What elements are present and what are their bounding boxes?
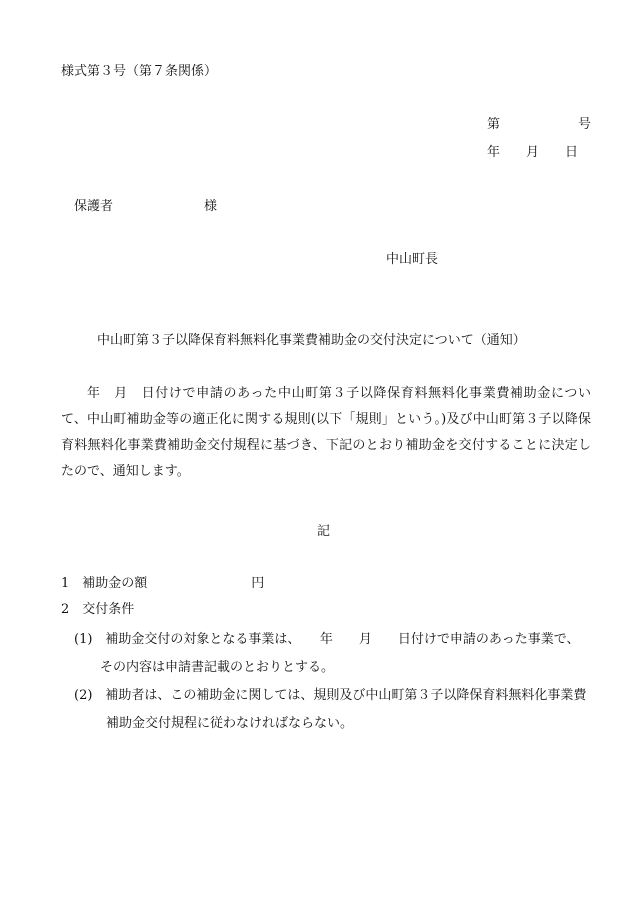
condition-2: (2) 補助者は、この補助金に関しては、規則及び中山町第３子以降保育料無料化事業費補助金交付規程に従わなければならない。 <box>74 688 587 731</box>
item-2-conditions-heading: 2 交付条件 <box>61 602 135 617</box>
condition-1: (1) 補助金交付の対象となる事業は、 年 月 日付けで申請のあった事業で、その内容は申請書記載のとおりとする。 <box>74 632 580 675</box>
issue-date: 年 月 日 <box>487 145 579 160</box>
body-paragraph: 年 月 日付けで申請のあった中山町第３子以降保育料無料化事業費補助金について、中山町補助金等の適正化に関する規則(以下「規則」という。)及び中山町第３子以降保育料無料化事業費補助金交付規程に基づき、下記のとおり補助金を交付することに決定したので、通知します。 <box>61 386 591 479</box>
document-number: 第 号 <box>487 117 592 132</box>
item-1-subsidy-amount: 1 補助金の額 円 <box>61 576 265 591</box>
issuer: 中山町長 <box>386 252 439 267</box>
form-label: 様式第３号（第７条関係） <box>61 64 218 79</box>
recipient: 保護者 様 <box>74 199 218 214</box>
ki-marker: 記 <box>317 524 331 539</box>
document-subject: 中山町第３子以降保育料無料化事業費補助金の交付決定について（通知） <box>97 333 526 348</box>
